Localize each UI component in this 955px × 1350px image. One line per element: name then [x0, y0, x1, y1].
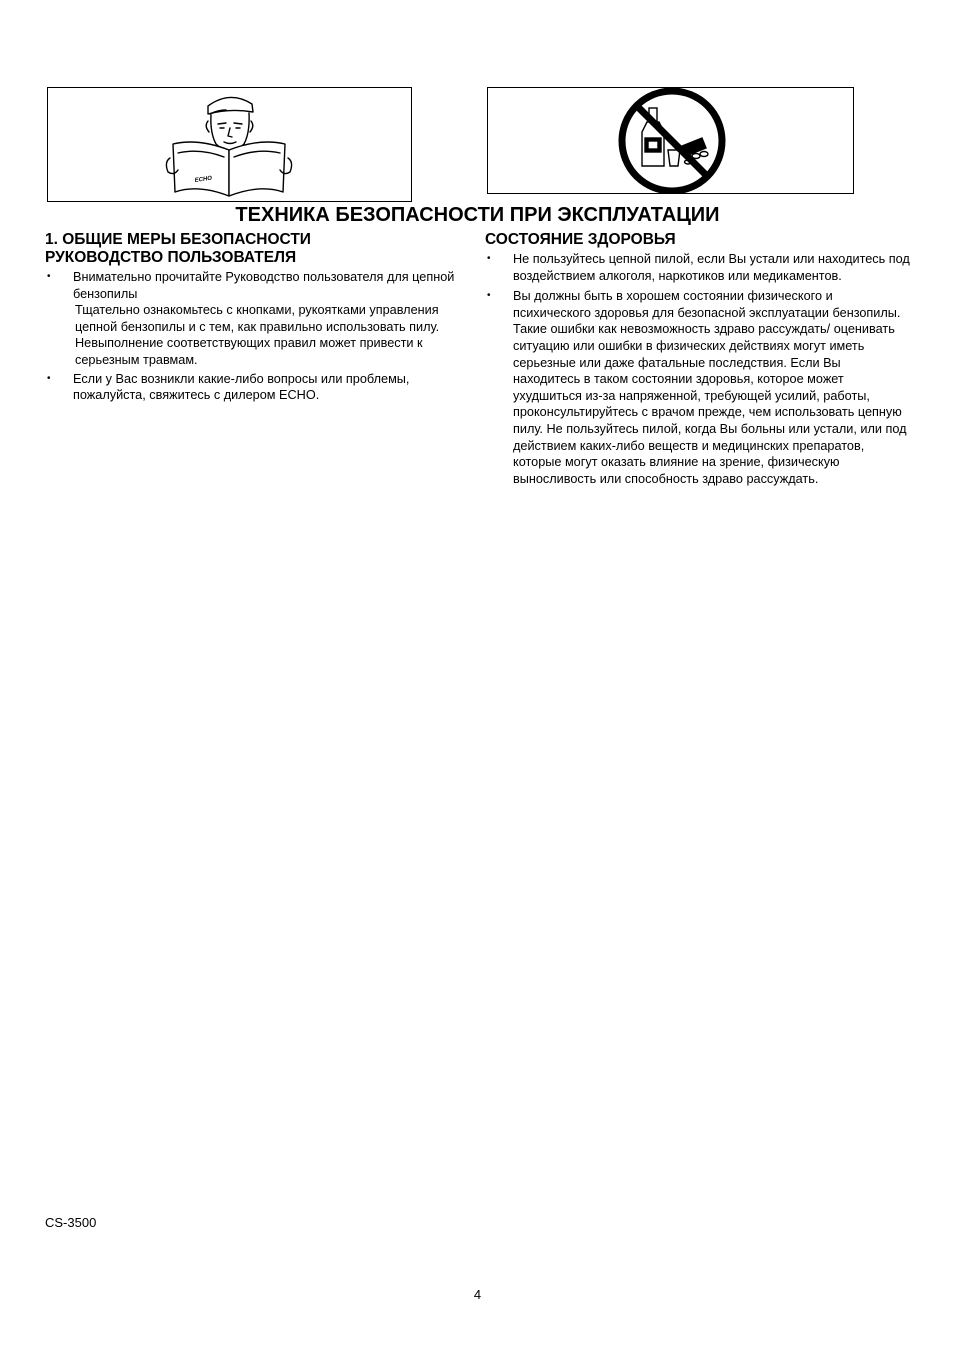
list-item	[485, 251, 910, 284]
general-safety-section	[45, 231, 470, 406]
list-item-text: Вы должны быть в хорошем состоянии физического и психического здоровья для безопасной эксплуатации бензопилы. Такие ошибки как невозможность здраво рассуждать/ оценивать ситуацию или ошибки в физических действиях могут иметь серьезные или даже фатальные последствия. Если Вы находитесь в таком состоянии здоровья, которое может ухудшиться из-за напряженной, требующей усилий, работы, проконсультируйтесь с врачом прежде, чем использовать цепную пилу. Не пользуйтесь пилой, когда Вы больны или устали, или под действием каких-либо веществ и медицинских препаратов, которые могут оказать влияние на зрение, физическую выносливость или способность здраво рассуждать.	[513, 289, 907, 486]
list-item-continuation: Тщательно ознакомьтесь с кнопками, рукоятками управления цепной бензопилы и с тем, как правильно использовать пилу.	[75, 303, 440, 334]
page-number: 4	[473, 1287, 482, 1302]
reading-manual-illustration	[47, 87, 412, 202]
health-condition-list	[485, 251, 910, 487]
list-item	[485, 288, 910, 487]
list-item-continuation: Невыполнение соответствующих правил может привести к серьезным травмам.	[75, 336, 423, 367]
health-condition-section	[485, 231, 910, 489]
no-alcohol-drugs-illustration	[487, 87, 854, 194]
section-heading: 1. ОБЩИЕ МЕРЫ БЕЗОПАСНОСТИ	[45, 231, 311, 248]
bullet: •	[47, 271, 51, 282]
general-safety-list	[45, 269, 470, 404]
page-title: ТЕХНИКА БЕЗОПАСНОСТИ ПРИ ЭКСПЛУАТАЦИИ	[235, 204, 720, 226]
list-item	[45, 371, 470, 404]
model-number: CS-3500	[45, 1215, 97, 1230]
person-reading-manual-icon	[48, 88, 412, 202]
bullet: •	[487, 253, 491, 264]
list-item-text: Внимательно прочитайте Руководство пользователя для цепной бензопилы	[73, 270, 455, 301]
subsection-heading: РУКОВОДСТВО ПОЛЬЗОВАТЕЛЯ	[45, 249, 297, 266]
bullet: •	[47, 372, 51, 384]
manual-cover-text: ECHO	[194, 175, 213, 184]
section-heading: СОСТОЯНИЕ ЗДОРОВЬЯ	[485, 231, 676, 248]
bullet: •	[487, 290, 491, 302]
list-item-text: Не пользуйтесь цепной пилой, если Вы устали или находитесь под воздействием алкоголя, наркотиков или медикаментов.	[513, 252, 910, 283]
no-alcohol-drugs-icon	[488, 88, 854, 194]
list-item-text: Если у Вас возникли какие-либо вопросы или проблемы, пожалуйста, свяжитесь с дилером ECHO.	[73, 371, 410, 403]
list-item	[45, 269, 470, 369]
